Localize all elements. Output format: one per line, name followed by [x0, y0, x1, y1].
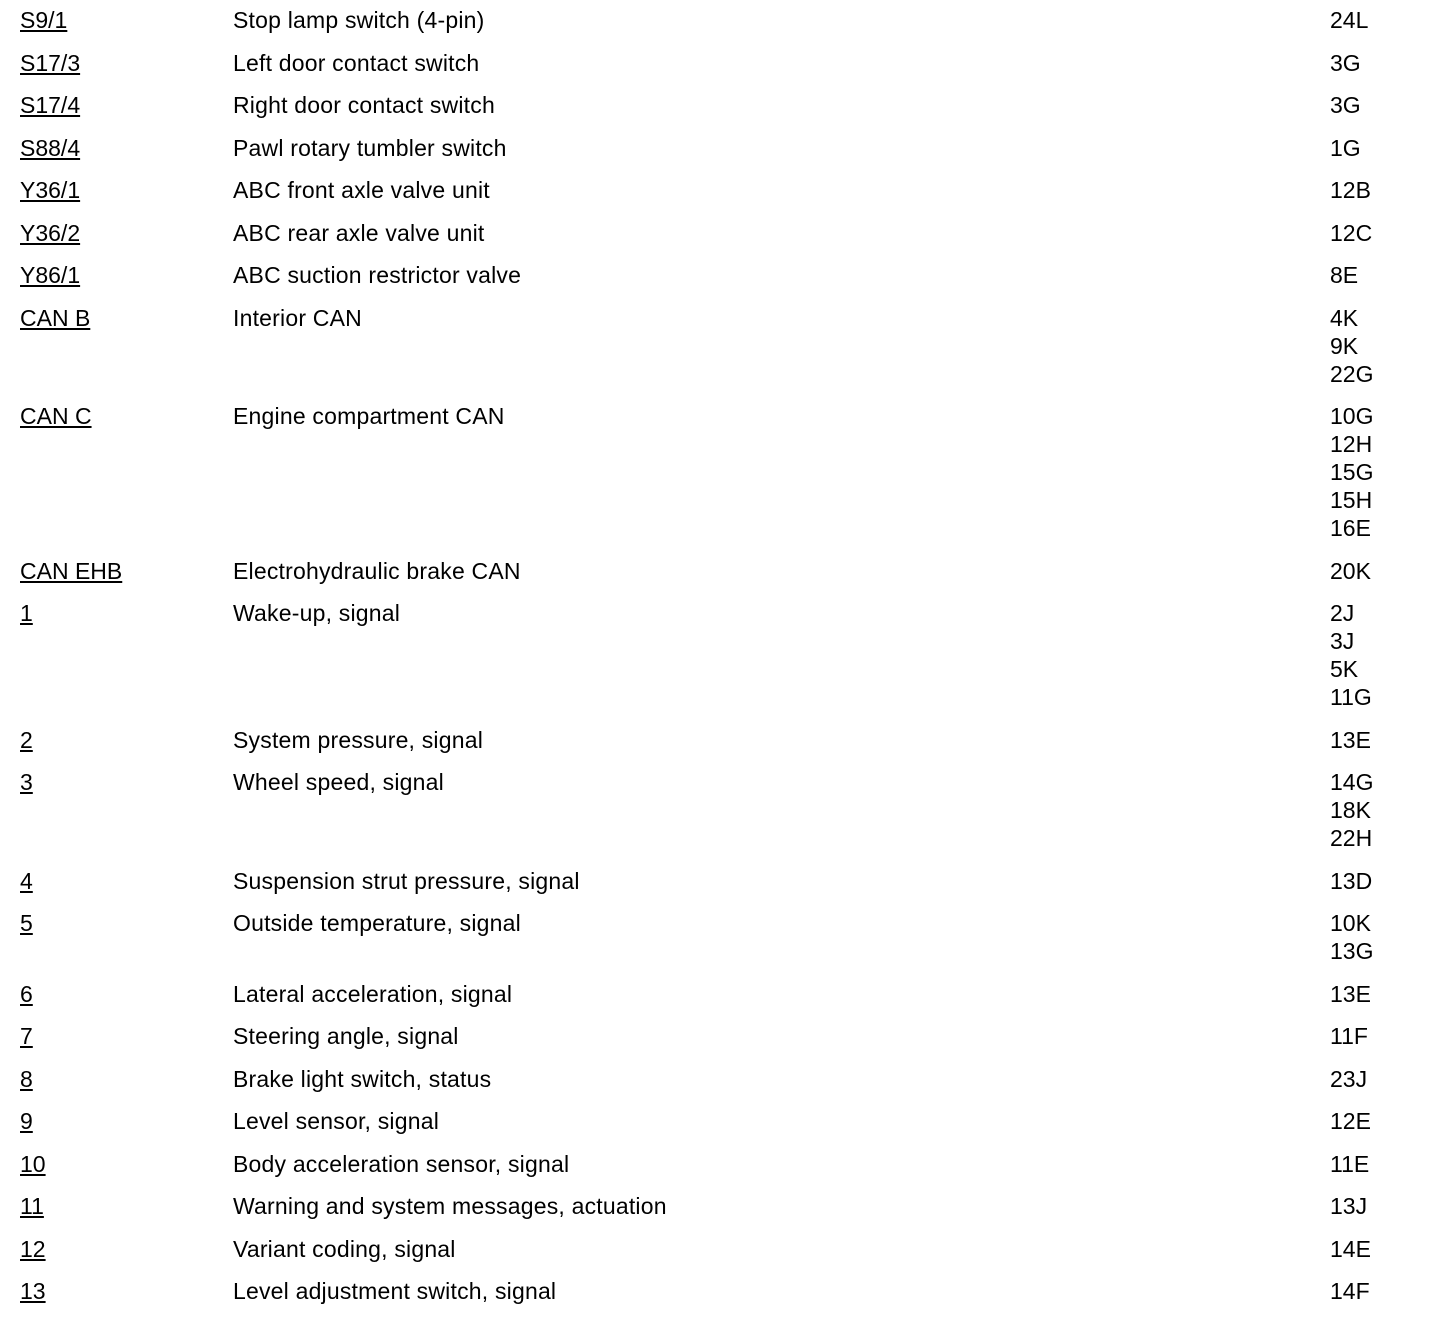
grid-reference-list [1330, 1107, 1440, 1135]
component-description: Electrohydraulic brake CAN [233, 557, 521, 584]
component-code-link[interactable]: 6 [20, 980, 33, 1007]
component-description: ABC rear axle valve unit [233, 219, 485, 246]
grid-reference: 14E [1330, 1235, 1371, 1262]
grid-reference-list [1330, 1022, 1440, 1050]
component-description: Level sensor, signal [233, 1108, 440, 1134]
legend-row [0, 1065, 1440, 1093]
component-code-link[interactable]: S88/4 [20, 134, 81, 161]
component-code-link[interactable]: 8 [20, 1065, 33, 1092]
grid-reference: 3G [1330, 92, 1361, 118]
legend-row [0, 1235, 1440, 1263]
legend-row [0, 261, 1440, 289]
grid-reference: 3J [1330, 628, 1355, 654]
legend-row [0, 49, 1440, 77]
component-code-link[interactable]: CAN C [20, 403, 92, 429]
grid-reference: 14G [1330, 769, 1374, 795]
grid-reference-list [1330, 867, 1440, 895]
grid-reference: 11E [1330, 1150, 1370, 1177]
component-description: ABC front axle valve unit [233, 177, 490, 203]
component-code-link[interactable]: CAN B [20, 304, 91, 331]
component-code-link[interactable]: 1 [20, 600, 33, 626]
grid-reference-list [1330, 49, 1440, 77]
component-description: Level adjustment switch, signal [233, 1278, 557, 1304]
grid-reference-list [1330, 768, 1440, 852]
component-description: Variant coding, signal [233, 1235, 456, 1262]
legend-row [0, 402, 1440, 542]
grid-reference-list [1330, 1150, 1440, 1178]
component-code-link[interactable]: CAN EHB [20, 557, 123, 584]
grid-reference: 9K [1330, 332, 1359, 359]
component-code-link[interactable]: 11 [20, 1193, 44, 1219]
grid-reference: 12E [1330, 1108, 1371, 1134]
component-description: Outside temperature, signal [233, 910, 521, 936]
legend-row [0, 557, 1440, 585]
grid-reference-list [1330, 557, 1440, 585]
component-code-link[interactable]: 12 [20, 1235, 46, 1262]
grid-reference-list [1330, 1277, 1440, 1305]
grid-reference-list [1330, 909, 1440, 965]
component-code-link[interactable]: S17/4 [20, 92, 81, 118]
grid-reference-list [1330, 304, 1440, 388]
grid-reference: 13E [1330, 980, 1371, 1007]
component-description: Brake light switch, status [233, 1065, 492, 1092]
grid-reference: 11F [1330, 1023, 1368, 1049]
component-description: Suspension strut pressure, signal [233, 867, 580, 894]
legend-table [0, 6, 1440, 1320]
legend-row [0, 867, 1440, 895]
component-code-link[interactable]: S9/1 [20, 7, 68, 33]
legend-row [0, 1022, 1440, 1050]
component-description: System pressure, signal [233, 726, 484, 753]
component-code-link[interactable]: 7 [20, 1023, 33, 1049]
component-code-link[interactable]: Y86/1 [20, 262, 81, 288]
grid-reference: 20K [1330, 557, 1371, 584]
component-description: Engine compartment CAN [233, 403, 505, 429]
grid-reference: 24L [1330, 7, 1369, 33]
component-code-link[interactable]: 10 [20, 1150, 46, 1177]
grid-reference: 16E [1330, 515, 1371, 541]
grid-reference-list [1330, 1192, 1440, 1220]
component-code-link[interactable]: 3 [20, 769, 33, 795]
grid-reference: 13E [1330, 726, 1371, 753]
grid-reference-list [1330, 980, 1440, 1008]
grid-reference: 1G [1330, 134, 1361, 161]
legend-row [0, 304, 1440, 388]
legend-row [0, 91, 1440, 119]
grid-reference-list [1330, 176, 1440, 204]
grid-reference: 13G [1330, 938, 1374, 964]
grid-reference-list [1330, 599, 1440, 711]
grid-reference-list [1330, 219, 1440, 247]
component-code-link[interactable]: 2 [20, 726, 33, 753]
grid-reference-list [1330, 402, 1440, 542]
component-description: Wheel speed, signal [233, 769, 444, 795]
component-description: Interior CAN [233, 304, 362, 331]
component-description: Pawl rotary tumbler switch [233, 134, 507, 161]
legend-row [0, 1107, 1440, 1135]
grid-reference: 13D [1330, 867, 1373, 894]
component-description: Lateral acceleration, signal [233, 980, 513, 1007]
grid-reference: 5K [1330, 656, 1359, 682]
legend-row [0, 134, 1440, 162]
grid-reference: 14F [1330, 1278, 1370, 1304]
legend-row [0, 980, 1440, 1008]
grid-reference: 22G [1330, 360, 1374, 387]
component-description: ABC suction restrictor valve [233, 262, 522, 288]
grid-reference: 12C [1330, 219, 1373, 246]
grid-reference-list [1330, 1065, 1440, 1093]
grid-reference: 3G [1330, 49, 1361, 76]
grid-reference: 12H [1330, 431, 1373, 457]
legend-row [0, 1192, 1440, 1220]
grid-reference: 23J [1330, 1065, 1368, 1092]
legend-row [0, 6, 1440, 34]
grid-reference: 8E [1330, 262, 1359, 288]
component-description: Steering angle, signal [233, 1023, 459, 1049]
legend-row [0, 176, 1440, 204]
grid-reference-list [1330, 726, 1440, 754]
component-code-link[interactable]: Y36/2 [20, 219, 81, 246]
grid-reference: 10K [1330, 910, 1371, 936]
grid-reference-list [1330, 6, 1440, 34]
grid-reference: 18K [1330, 797, 1371, 823]
grid-reference-list [1330, 134, 1440, 162]
grid-reference-list [1330, 261, 1440, 289]
component-code-link[interactable]: 5 [20, 910, 33, 936]
component-description: Warning and system messages, actuation [233, 1193, 667, 1219]
grid-reference: 22H [1330, 825, 1373, 851]
component-code-link[interactable]: S17/3 [20, 49, 81, 76]
grid-reference: 4K [1330, 304, 1359, 331]
legend-row [0, 1150, 1440, 1178]
component-code-link[interactable]: 9 [20, 1108, 33, 1134]
component-code-link[interactable]: 4 [20, 867, 33, 894]
legend-row [0, 599, 1440, 711]
component-description: Right door contact switch [233, 92, 495, 118]
legend-row [0, 726, 1440, 754]
legend-row [0, 768, 1440, 852]
grid-reference: 15H [1330, 487, 1373, 513]
legend-row [0, 1277, 1440, 1305]
grid-reference: 15G [1330, 459, 1374, 485]
grid-reference: 13J [1330, 1193, 1368, 1219]
grid-reference: 11G [1330, 684, 1372, 710]
grid-reference-list [1330, 91, 1440, 119]
grid-reference: 2J [1330, 600, 1355, 626]
component-description: Stop lamp switch (4-pin) [233, 7, 485, 33]
component-description: Wake-up, signal [233, 600, 401, 626]
component-description: Left door contact switch [233, 49, 480, 76]
component-code-link[interactable]: 13 [20, 1278, 46, 1304]
component-description: Body acceleration sensor, signal [233, 1150, 570, 1177]
legend-row [0, 909, 1440, 965]
grid-reference: 12B [1330, 177, 1371, 203]
grid-reference: 10G [1330, 403, 1374, 429]
legend-row [0, 219, 1440, 247]
component-code-link[interactable]: Y36/1 [20, 177, 81, 203]
grid-reference-list [1330, 1235, 1440, 1263]
